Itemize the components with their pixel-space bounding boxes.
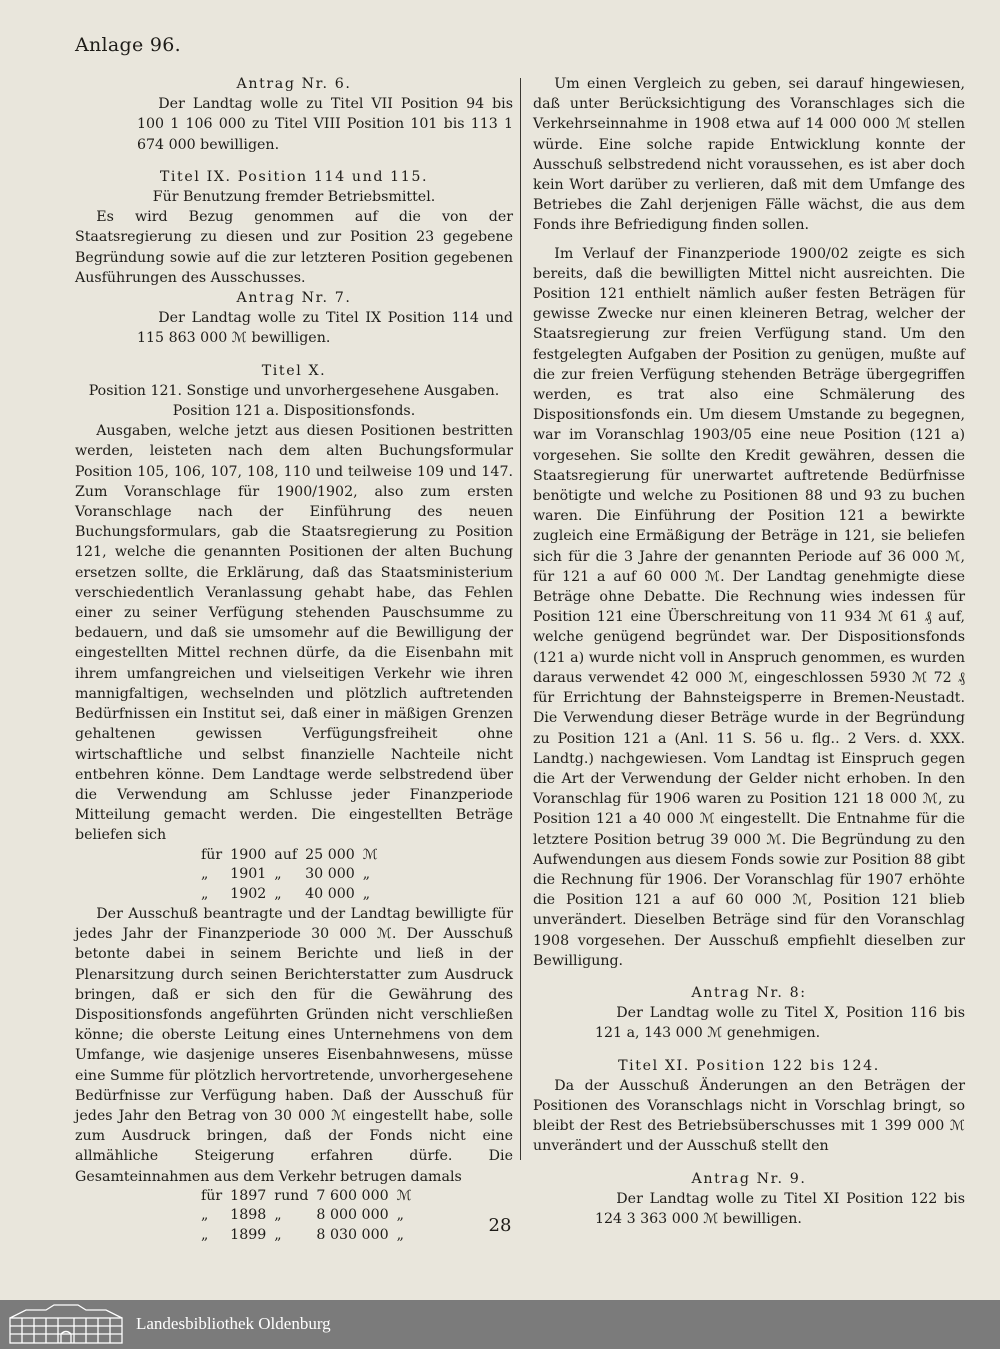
paragraph-committee-position: Der Ausschuß beantragte und der Landtag bewilligte für jedes Jahr der Finanzperiode 30 000 ℳ. Der Ausschuß betonte dabei in seinem Berichte und ließ in der Plenarsitzung durch seinen Berichterstatter zum Ausdruck bringen, daß er sich den für die Gewährung des Dispositionsfonds angeführten Gründen nicht verschließen könne; die oberste Leitung eines Unternehmens von dem Umfange, wie dasjenige unseres Eisenbahnwesens, müsse eine Summe für plötzlich hervortretende, unvorhergesehene Bedürfnisse zur Verfügung haben. Daß der Ausschuß für jedes Jahr den Betrag von 30 000 ℳ eingestellt habe, solle zum Ausdruck bringen, daß der Fonds nicht eine allmähliche Steigerung erfahren dürfe. Die Gesamteinnahmen aus dem Verkehr betrugen damals	[75, 906, 513, 1185]
amount-cell-unit: „	[396, 1226, 404, 1243]
amount-cell-prefix: „	[201, 1226, 209, 1243]
page-number: 28	[488, 1215, 512, 1236]
titel-10-heading: Titel X.	[261, 362, 327, 379]
amount-cell-prefix: „	[201, 866, 209, 883]
amount-cell-prefix: für	[201, 846, 223, 863]
amount-cell-prefix: für	[201, 1187, 223, 1204]
library-footer-bar	[0, 1300, 1000, 1349]
amount-row	[201, 865, 386, 885]
paragraph-finance-period: Im Verlauf der Finanzperiode 1900/02 zeigte es sich bereits, daß die bewilligten Mittel nicht ausreichten. Die Position 121 enthielt nämlich außer festen Beträgen für gewisse Zwecke nur einen kleineren Betrag, welcher der Staatsregierung zur freien Verfügung stand. Um den festgelegten Aufgaben der Position zu genügen, mußte auf die zur freien Verfügung stehenden Beträge übergegriffen werden, es trat also eine Schmälerung des Dispositionsfonds ein. Um diesem Umstande zu begegnen, war im Voranschlag 1903/05 eine neue Position (121 a) vorgesehen. Sie sollte den Kredit gewähren, dessen die Staatsregierung für unerwartet auftretende Bedürfnisse benötigte und welche zu Positionen 88 und 93 zu buchen waren. Die Einführung der Position 121 a bewirkte zugleich eine Ermäßigung der Beträge in 121, sie beliefen sich für die 3 Jahre der genannten Periode auf 36 000 ℳ, für 121 a auf 60 000 ℳ. Der Landtag genehmigte diese Beträge ohne Debatte. Die Rechnung wies indessen für Position 121 eine Überschreitung von 11 934 ℳ 61 ₰ auf, welche genügend begründet war. Der Dispositionsfonds (121 a) wurde nicht voll in Anspruch genommen, es wurden daraus verwendet 42 000 ℳ, eingeschlossen 5930 ℳ 72 ₰ für Errichtung der Bahnsteigsperre in Bremen-Neustadt. Die Verwendung dieser Beträge wurde in der Begründung zu Position 121 a (Anl. 11 S. 56 u. flg.. 2 Vers. d. XXX. Landtg.) nachgewiesen. Vom Landtag ist Einspruch gegen die Art der Verwendung der Gelder nicht erhoben. In den Voranschlag für 1906 waren zu Position 121 18 000 ℳ, zu Position 121 a 40 000 ℳ eingestellt. Die Entnahme für die letztere Position betrug 39 000 ℳ. Die Begründung zu den Aufwendungen aus diesem Fonds sowie zur Position 88 gibt die Rechnung für 1906. Der Voranschlag für 1907 erhöhte die Position 121 a auf 60 000 ℳ, Position 121 blieb unverändert. Dieselben Beträge sind für den Voranschlag 1908 vorgesehen. Der Ausschuß empfiehlt dieselben zur Bewilligung.	[533, 245, 965, 969]
amount-row	[201, 846, 386, 866]
titel-11-text: Da der Ausschuß Änderungen an den Beträgen der Positionen des Voranschlags nicht in Vorschlag bringt, so bleibt der Rest des Betriebsüberschusses mit 1 399 000 ℳ unverändert und der Ausschuß stellt den	[533, 1077, 965, 1155]
position-121a-heading: Position 121 a. Dispositionsfonds.	[172, 403, 416, 420]
annex-title: Anlage 96.	[75, 34, 182, 56]
amount-row	[201, 1187, 420, 1207]
titel-11-heading: Titel XI. Position 122 bis 124.	[618, 1057, 880, 1074]
amount-cell-unit: ℳ	[362, 846, 378, 863]
amount-cell-word: „	[274, 1226, 282, 1243]
amount-cell-prefix: „	[201, 885, 209, 902]
amount-cell-year: 1901	[230, 866, 267, 883]
amounts-table-1900-1902	[201, 846, 386, 905]
amount-cell-amount: 40 000	[305, 885, 355, 902]
amount-cell-unit: „	[396, 1207, 404, 1224]
right-column	[533, 74, 965, 1229]
titel-9-subheading: Für Benutzung fremder Betriebsmittel.	[152, 189, 436, 206]
amount-cell-year: 1902	[230, 885, 267, 902]
amount-cell-year: 1898	[230, 1207, 267, 1224]
position-121-heading: Position 121. Sonstige und unvorhergesehene Ausgaben.	[88, 382, 500, 399]
paragraph-comparison: Um einen Vergleich zu geben, sei darauf hingewiesen, daß unter Berücksichtigung des Voranschlages sich die Verkehrseinnahme in 1908 etwa auf 14 000 000 ℳ stellen würde. Eine solche rapide Entwicklung konnte der Ausschuß selbstredend nicht voraussehen, es ist aber doch kein Wort darüber zu verlieren, daß mit dem Umfange des Betriebes die Zahl derjenigen Fälle wächst, die aus dem Fonds ihre Befriedigung finden sollen.	[533, 76, 965, 234]
library-name: Landesbibliothek Oldenburg	[136, 1314, 331, 1333]
amount-cell-word: „	[274, 1207, 282, 1224]
antrag-9-text: Der Landtag wolle zu Titel XI Position 122 bis 124 3 363 000 ℳ bewilligen.	[595, 1190, 965, 1227]
amount-cell-word: „	[274, 885, 282, 902]
antrag-8-heading: Antrag Nr. 8:	[691, 984, 807, 1001]
antrag-8-text: Der Landtag wolle zu Titel X, Position 116 bis 121 a, 143 000 ℳ genehmigen.	[595, 1005, 965, 1042]
paragraph-dispositionsfonds-history: Ausgaben, welche jetzt aus diesen Positionen bestritten werden, leisteten nach dem alten Buchungsformular Position 105, 106, 107, 108, 110 und teilweise 109 und 147. Zum Voranschlage für 1900/1902, also zum ersten Voranschlage nach der Einführung des neuen Buchungsformulars, gab die Staatsregierung zu Position 121, welche die genannten Positionen der alten Buchung ersetzen sollte, die Erklärung, daß das Staatsministerium verschiedentlich Veranlassung gehabt habe, das Fehlen einer zu seiner Verfügung stehenden Pauschsumme zu bedauern, und daß sie umsomehr auf die Bewilligung der eingestellten Mittel rechnen dürfe, da die Eisenbahn mit ihrem umfangreichen und vielseitigen Verkehr wie ihren mannigfaltigen, wechselnden und plötzlich auftretenden Bedürfnissen ein Institut sei, daß einer in mäßigen Grenzen gehaltenen gewissen Verfügungsfreiheit ohne wirtschaftliche und selbst finanzielle Nachteile nicht entbehren könne. Dem Landtage werde selbstredend über die Verwendung am Schlusse jeder Finanzperiode Mitteilung gemacht werden. Die eingestellten Beträge beliefen sich	[75, 423, 513, 844]
amount-cell-amount: 7 600 000	[316, 1187, 389, 1204]
amount-cell-unit: „	[362, 866, 371, 883]
amount-cell-amount: 25 000	[305, 846, 355, 863]
amount-cell-amount: 30 000	[305, 866, 355, 883]
antrag-7-heading: Antrag Nr. 7.	[236, 290, 352, 307]
amount-row	[201, 885, 386, 905]
amount-cell-word: auf	[274, 846, 298, 863]
column-divider	[520, 78, 521, 1160]
amount-cell-year: 1900	[230, 846, 267, 863]
amount-cell-unit: „	[362, 885, 371, 902]
titel-9-heading: Titel IX. Position 114 und 115.	[159, 168, 429, 185]
amount-cell-unit: ℳ	[396, 1187, 412, 1204]
left-column	[75, 74, 513, 1245]
antrag-6-text: Der Landtag wolle zu Titel VII Position 94 bis 100 1 106 000 zu Titel VIII Position 101 bis 113 1 674 000 bewilligen.	[137, 96, 513, 153]
library-building-icon	[6, 1304, 126, 1345]
amount-cell-amount: 8 000 000	[316, 1207, 389, 1224]
antrag-7-text: Der Landtag wolle zu Titel IX Position 114 und 115 863 000 ℳ bewilligen.	[137, 310, 513, 347]
antrag-9-heading: Antrag Nr. 9.	[691, 1170, 807, 1187]
amount-cell-amount: 8 030 000	[316, 1226, 389, 1243]
amount-cell-year: 1899	[230, 1226, 267, 1243]
amount-cell-year: 1897	[230, 1187, 267, 1204]
amount-cell-prefix: „	[201, 1207, 209, 1224]
titel-9-text: Es wird Bezug genommen auf die von der Staatsregierung zu diesen und zur Position 23 gegebene Begründung sowie auf die zur letzteren Position gegebenen Ausführungen des Ausschusses.	[75, 209, 513, 286]
antrag-6-heading: Antrag Nr. 6.	[236, 76, 352, 92]
amount-cell-word: rund	[274, 1187, 309, 1204]
amount-cell-word: „	[274, 866, 282, 883]
